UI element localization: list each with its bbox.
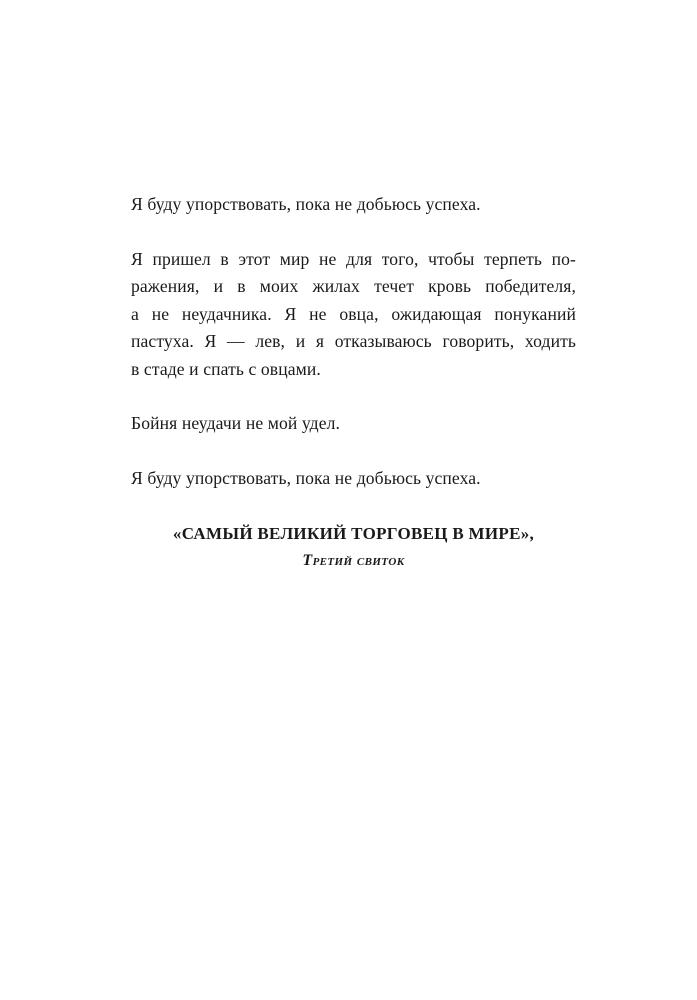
source-book-title: «САМЫЙ ВЕЛИКИЙ ТОРГОВЕЦ В МИРЕ», [172,524,535,543]
paragraph-1-text: Я буду упорствовать, пока не добьюсь успеха. [131,194,481,214]
paragraph-spacer [131,383,576,410]
paragraph-2-line: Я пришел в этот мир не для того, чтобы терпеть по- [131,248,576,269]
paragraph-2-line: ражения, и в моих жилах течет кровь победителя, [131,276,576,296]
paragraph-2-line: в стаде и спать с овцами. [131,358,321,379]
paragraph-2 [131,246,576,384]
paragraph-spacer [131,438,576,465]
paragraph-1 [131,191,576,219]
paragraph-2-line: пастуха. Я — лев, и я отказываюсь говорить, ходить [131,331,576,351]
paragraph-2-line: а не неудачника. Я не овца, ожидающая понуканий [131,303,576,324]
paragraph-4-text: Я буду упорствовать, пока не добьюсь успеха. [131,467,481,488]
source-scroll-name: Третий свиток [302,552,405,569]
paragraph-4 [131,465,576,493]
quote-text [131,191,576,492]
paragraph-3 [131,410,576,438]
paragraph-3-text: Бойня неудачи не мой удел. [131,413,341,433]
paragraph-spacer [131,219,576,246]
attribution [131,520,576,574]
